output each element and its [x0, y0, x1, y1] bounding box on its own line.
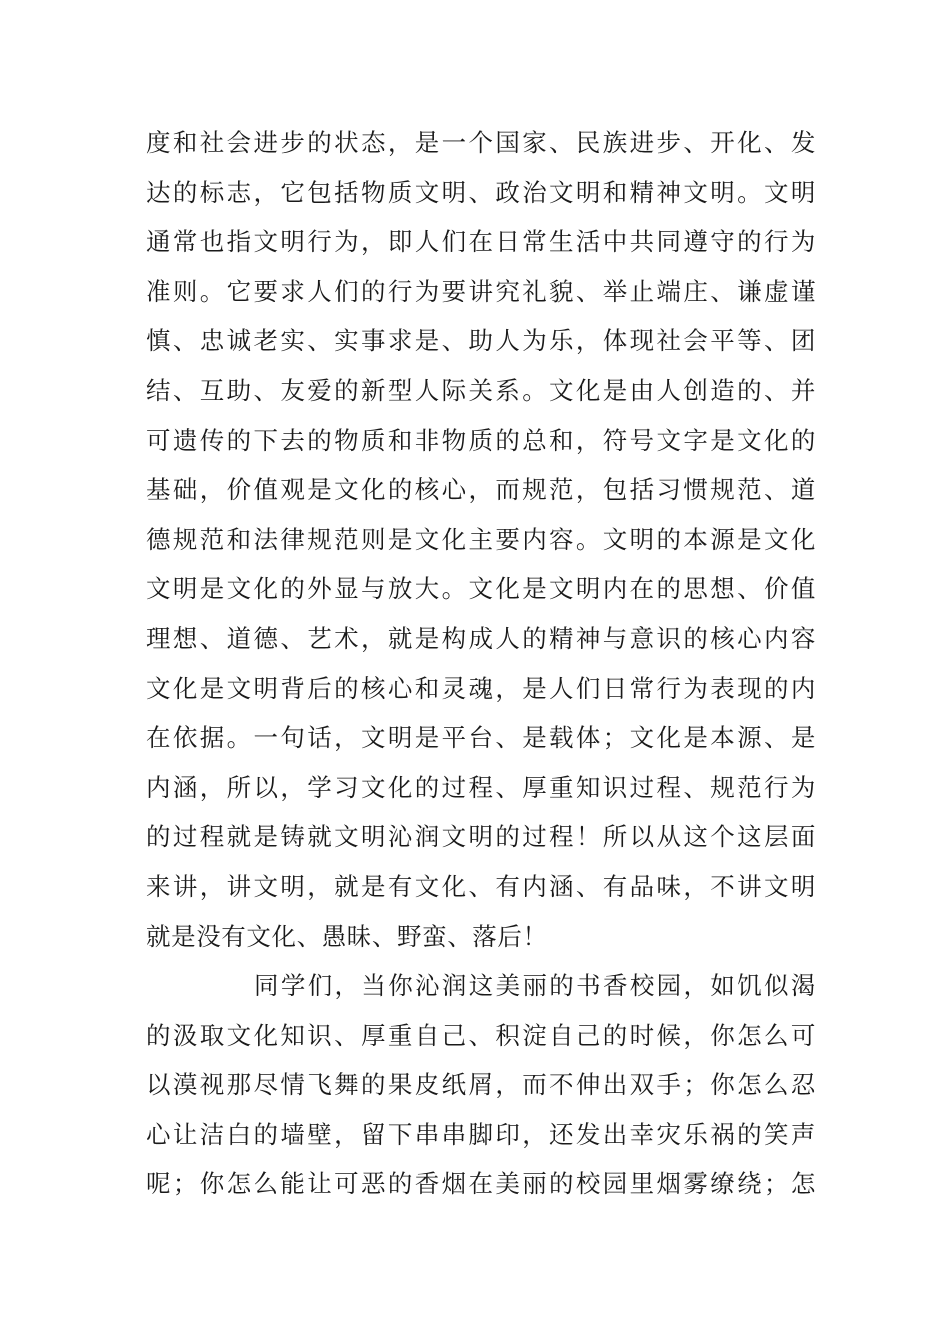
text-line: 德规范和法律规范则是文化主要内容。文明的本源是文化: [146, 524, 816, 554]
text-line: 以漠视那尽情飞舞的果皮纸屑，而不伸出双手；你怎么忍: [146, 1070, 816, 1100]
text-line: 内涵，所以，学习文化的过程、厚重知识过程、规范行为: [146, 772, 816, 802]
text-line: 理想、道德、艺术，就是构成人的精神与意识的核心内容: [146, 623, 816, 653]
text-line: 慎、忠诚老实、实事求是、助人为乐，体现社会平等、团: [146, 326, 816, 356]
text-line: 来讲，讲文明，就是有文化、有内涵、有品味，不讲文明: [146, 871, 816, 901]
text-line: 达的标志，它包括物质文明、政治文明和精神文明。文明: [146, 177, 816, 207]
text-line: 心让洁白的墙壁，留下串串脚印，还发出幸灾乐祸的笑声: [146, 1119, 816, 1149]
text-line: 可遗传的下去的物质和非物质的总和，符号文字是文化的: [146, 425, 816, 455]
text-line: 文化是文明背后的核心和灵魂，是人们日常行为表现的内: [146, 673, 816, 703]
text-line: 结、互助、友爱的新型人际关系。文化是由人创造的、并: [146, 375, 816, 405]
text-line: 的汲取文化知识、厚重自己、积淀自己的时候，你怎么可: [146, 1020, 816, 1050]
paragraph-start-line: 同学们，当你沁润这美丽的书香校园，如饥似渴: [254, 971, 816, 1001]
text-line: 的过程就是铸就文明沁润文明的过程！所以从这个这层面: [146, 822, 816, 852]
text-line: 文明是文化的外显与放大。文化是文明内在的思想、价值: [146, 574, 816, 604]
text-line: 呢；你怎么能让可恶的香烟在美丽的校园里烟雾缭绕；怎: [146, 1169, 816, 1199]
text-line: 基础，价值观是文化的核心，而规范，包括习惯规范、道: [146, 475, 816, 505]
paragraph-end-line: 就是没有文化、愚昧、野蛮、落后！: [146, 921, 548, 951]
body-text: [146, 118, 816, 1209]
text-line: 通常也指文明行为，即人们在日常生活中共同遵守的行为: [146, 227, 816, 257]
text-line: 准则。它要求人们的行为要讲究礼貌、举止端庄、谦虚谨: [146, 276, 816, 306]
text-line: 在依据。一句话，文明是平台、是载体；文化是本源、是: [146, 723, 816, 753]
text-line: 度和社会进步的状态，是一个国家、民族进步、开化、发: [146, 128, 816, 157]
